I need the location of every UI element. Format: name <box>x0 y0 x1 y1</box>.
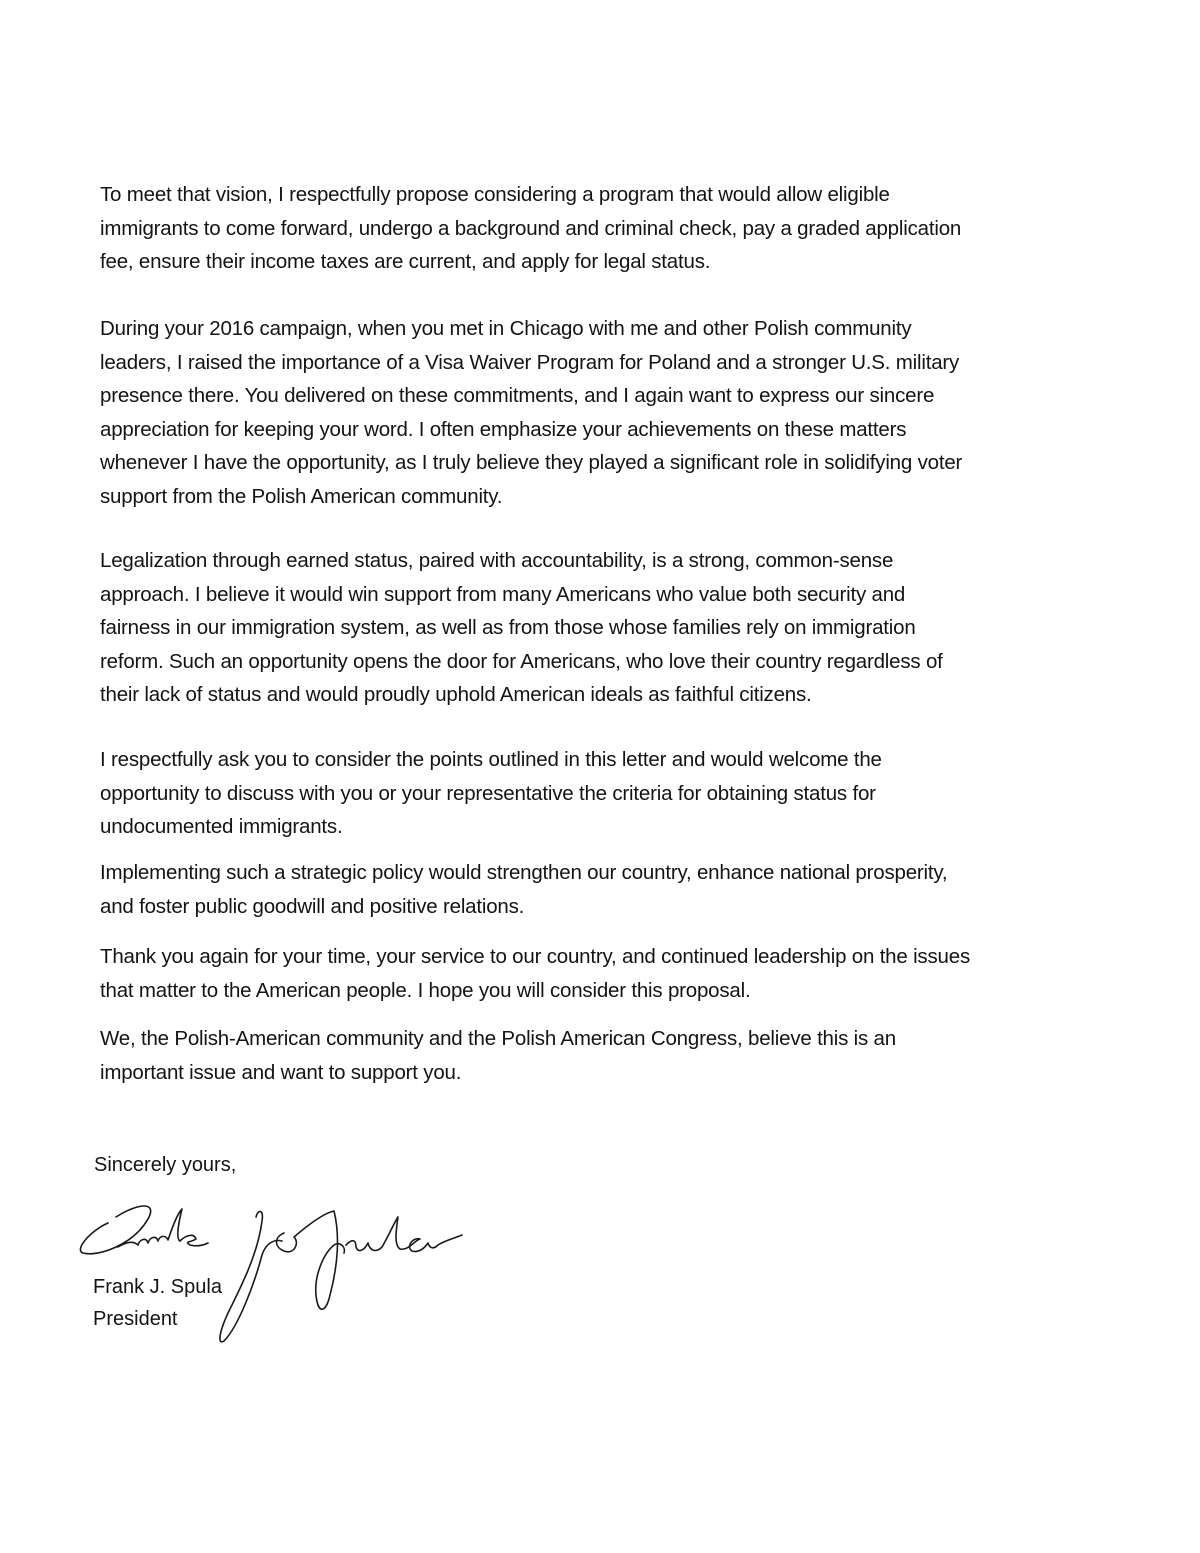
text-line: approach. I believe it would win support from many Americans who value both security and <box>100 582 906 606</box>
closing-salutation: Sincerely yours, <box>94 1154 237 1176</box>
text-line: leaders, I raised the importance of a Visa Waiver Program for Poland and a stronger U.S. military <box>100 350 960 374</box>
text-line: appreciation for keeping your word. I often emphasize your achievements on these matters <box>100 417 907 441</box>
paragraph-community-support <box>100 1022 1100 1089</box>
paragraph-2016-campaign <box>100 312 1100 513</box>
paragraph-vision-proposal <box>100 178 1100 279</box>
paragraph-strategic-policy <box>100 856 1100 923</box>
text-line: reform. Such an opportunity opens the door for Americans, who love their country regardless of <box>100 649 943 673</box>
text-line: I respectfully ask you to consider the points outlined in this letter and would welcome the <box>100 748 882 771</box>
paragraph-legalization <box>100 544 1100 712</box>
signatory-name: Frank J. Spula <box>93 1276 222 1298</box>
text-line: immigrants to come forward, undergo a background and criminal check, pay a graded application <box>100 216 962 240</box>
text-line: presence there. You delivered on these commitments, and I again want to express our sincere <box>100 384 935 407</box>
text-line: Implementing such a strategic policy would strengthen our country, enhance national prosperity, <box>100 861 948 884</box>
text-line: undocumented immigrants. <box>100 815 343 838</box>
text-line: that matter to the American people. I hope you will consider this proposal. <box>100 978 751 1002</box>
text-line: During your 2016 campaign, when you met in Chicago with me and other Polish community <box>100 317 912 340</box>
text-line: support from the Polish American community. <box>100 484 503 508</box>
text-line: important issue and want to support you. <box>100 1060 462 1084</box>
text-line: opportunity to discuss with you or your representative the criteria for obtaining status for <box>100 781 876 805</box>
text-line: their lack of status and would proudly uphold American ideals as faithful citizens. <box>100 683 812 706</box>
text-line: fairness in our immigration system, as well as from those whose families rely on immigration <box>100 616 916 639</box>
text-line: Thank you again for your time, your service to our country, and continued leadership on the issues <box>100 945 970 968</box>
paragraph-thank-you <box>100 940 1100 1007</box>
signatory-title: President <box>93 1308 178 1330</box>
text-line: Legalization through earned status, paired with accountability, is a strong, common-sense <box>100 549 894 572</box>
text-line: To meet that vision, I respectfully propose considering a program that would allow eligible <box>100 183 890 206</box>
paragraph-request <box>100 743 1100 844</box>
text-line: and foster public goodwill and positive relations. <box>100 894 525 918</box>
text-line: fee, ensure their income taxes are current, and apply for legal status. <box>100 250 711 273</box>
text-line: We, the Polish-American community and the Polish American Congress, believe this is an <box>100 1027 896 1050</box>
text-line: whenever I have the opportunity, as I truly believe they played a significant role in solidifying voter <box>100 451 963 474</box>
